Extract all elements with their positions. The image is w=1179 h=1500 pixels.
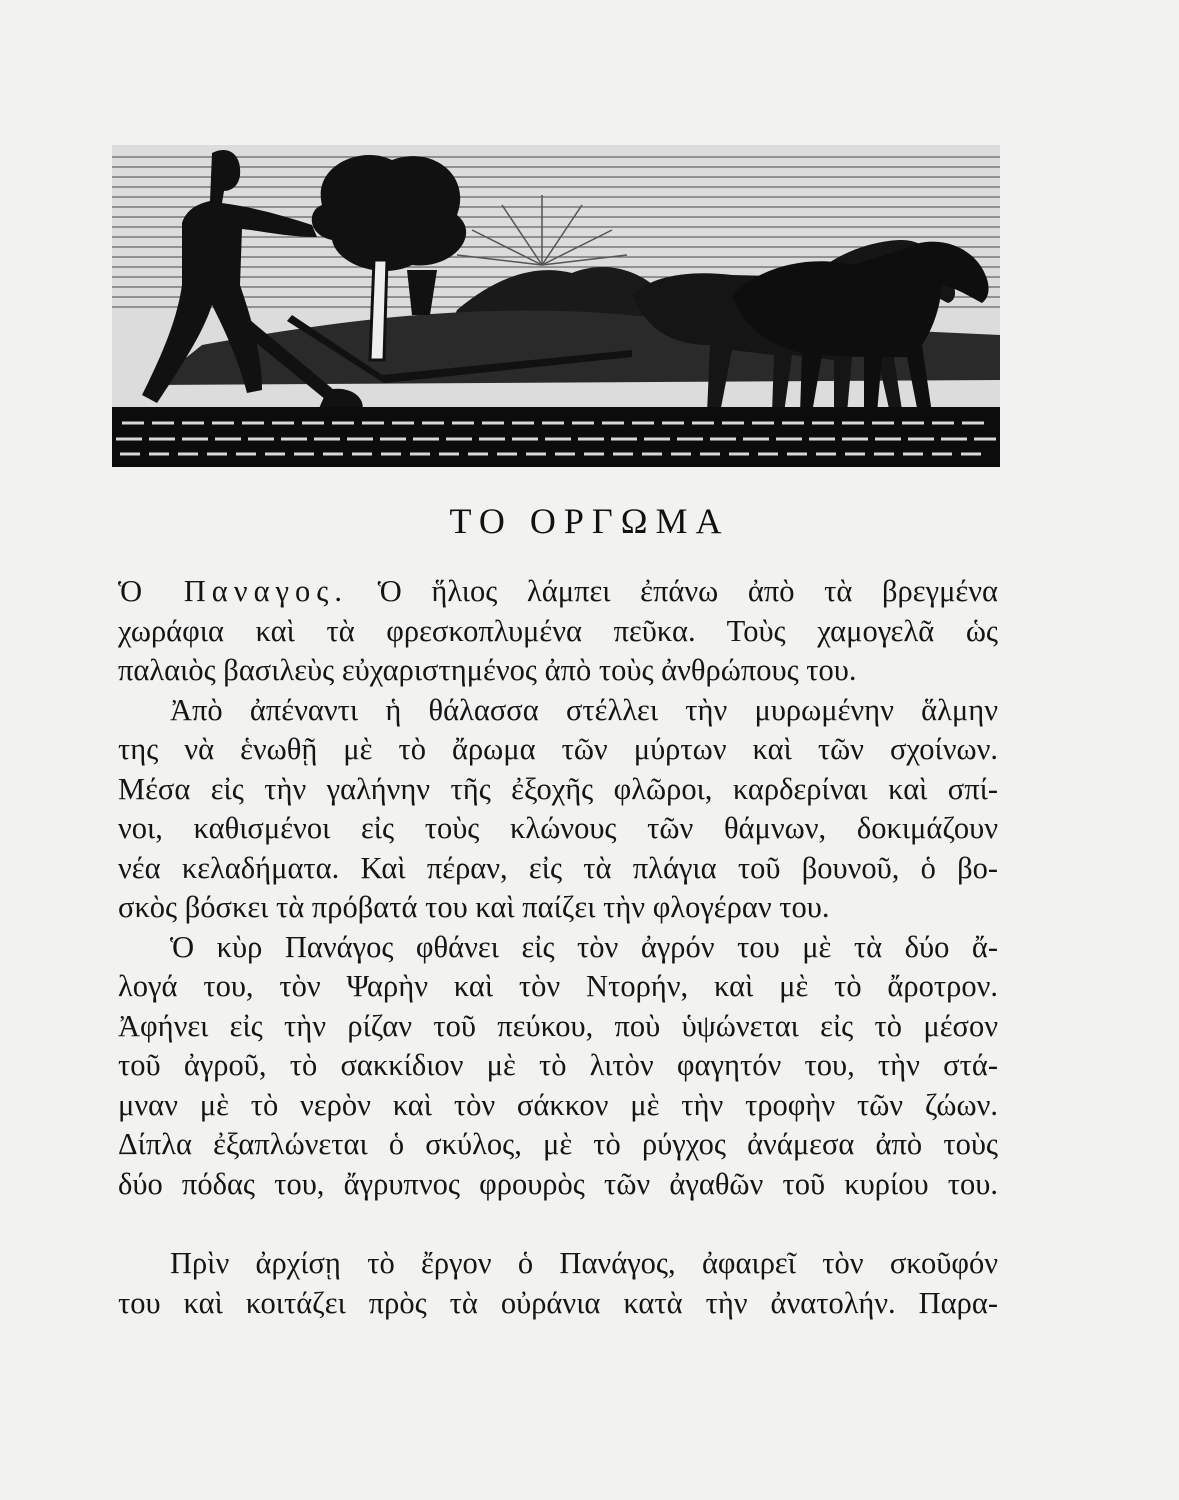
- paragraph-4: [118, 1244, 998, 1323]
- text-line: Πρὶν ἀρχίσῃ τὸ ἔργον ὁ Πανάγος, ἀφαιρεῖ τὸν σκοῦφόν: [170, 1246, 998, 1280]
- chapter-title: ΤΟ ΟΡΓΩΜΑ: [449, 501, 730, 541]
- text-line: σκὸς βόσκει τὰ πρόβατά του καὶ παίζει τὴν φλογέραν του.: [118, 890, 830, 924]
- text-line: Μέσα εἰς τὴν γαλήνην τῆς ἐξοχῆς φλῶροι, καρδερίναι καὶ σπί-: [118, 771, 998, 806]
- text-line: [118, 572, 998, 612]
- text-line: Ἀφήνει εἰς τὴν ρίζαν τοῦ πεύκου, ποὺ ὑψώνεται εἰς τὸ μέσον: [118, 1008, 998, 1043]
- paragraph-3: [118, 928, 998, 1205]
- paragraph-1: [118, 572, 998, 691]
- text-line: μναν μὲ τὸ νερὸν καὶ τὸν σάκκον μὲ τὴν τροφὴν τῶν ζώων.: [118, 1087, 998, 1122]
- tree-trunk: [370, 260, 387, 360]
- paragraph-2: [118, 691, 998, 928]
- plowman-woodcut-illustration: [112, 145, 1000, 467]
- text-line: του καὶ κοιτάζει πρὸς τὰ οὐράνια κατὰ τὴν ἀνατολήν. Παρα-: [118, 1285, 998, 1320]
- furrow-ground: [112, 407, 1000, 467]
- text-line: νοι, καθισμένοι εἰς τοὺς κλώνους τῶν θάμνων, δοκιμάζουν: [118, 811, 998, 845]
- text-line: παλαιὸς βασιλεὺς εὐχαριστημένος ἀπὸ τοὺς ἀνθρώπους του.: [118, 653, 857, 687]
- text-line-content: Ὁ ἥλιος λάμπει ἐπάνω ἀπὸ τὰ βρεγμένα: [348, 574, 998, 608]
- text-line: δύο πόδας του, ἄγρυπνος φρουρὸς τῶν ἀγαθῶν τοῦ κυρίου του.: [118, 1166, 998, 1201]
- text-line: λογά του, τὸν Ψαρὴν καὶ τὸν Ντορήν, καὶ μὲ τὸ ἄροτρον.: [118, 969, 998, 1003]
- text-line: χωράφια καὶ τὰ φρεσκοπλυμένα πεῦκα. Τοὺς χαμογελᾶ ὡς: [118, 613, 998, 648]
- text-line: Ἀπὸ ἀπέναντι ἡ θάλασσα στέλλει τὴν μυρωμένην ἅλμην: [170, 692, 998, 727]
- text-line: της νὰ ἑνωθῇ μὲ τὸ ἄρωμα τῶν μύρτων καὶ τῶν σχοίνων.: [118, 732, 998, 766]
- text-line: Ὁ κὺρ Πανάγος φθάνει εἰς τὸν ἀγρόν του μὲ τὰ δύο ἄ-: [170, 929, 998, 964]
- paragraph-gap: [118, 1204, 998, 1244]
- text-line: Δίπλα ἐξαπλώνεται ὁ σκύλος, μὲ τὸ ρύγχος ἀνάμεσα ἀπὸ τοὺς: [118, 1127, 998, 1161]
- text-line: τοῦ ἀγροῦ, τὸ σακκίδιον μὲ τὸ λιτὸν φαγητόν του, τὴν στά-: [118, 1048, 998, 1082]
- text-lead: Ὁ Παναγος.: [118, 574, 348, 608]
- body-text: [118, 572, 998, 1323]
- text-line: νέα κελαδήματα. Καὶ πέραν, εἰς τὰ πλάγια τοῦ βουνοῦ, ὁ βο-: [118, 850, 998, 885]
